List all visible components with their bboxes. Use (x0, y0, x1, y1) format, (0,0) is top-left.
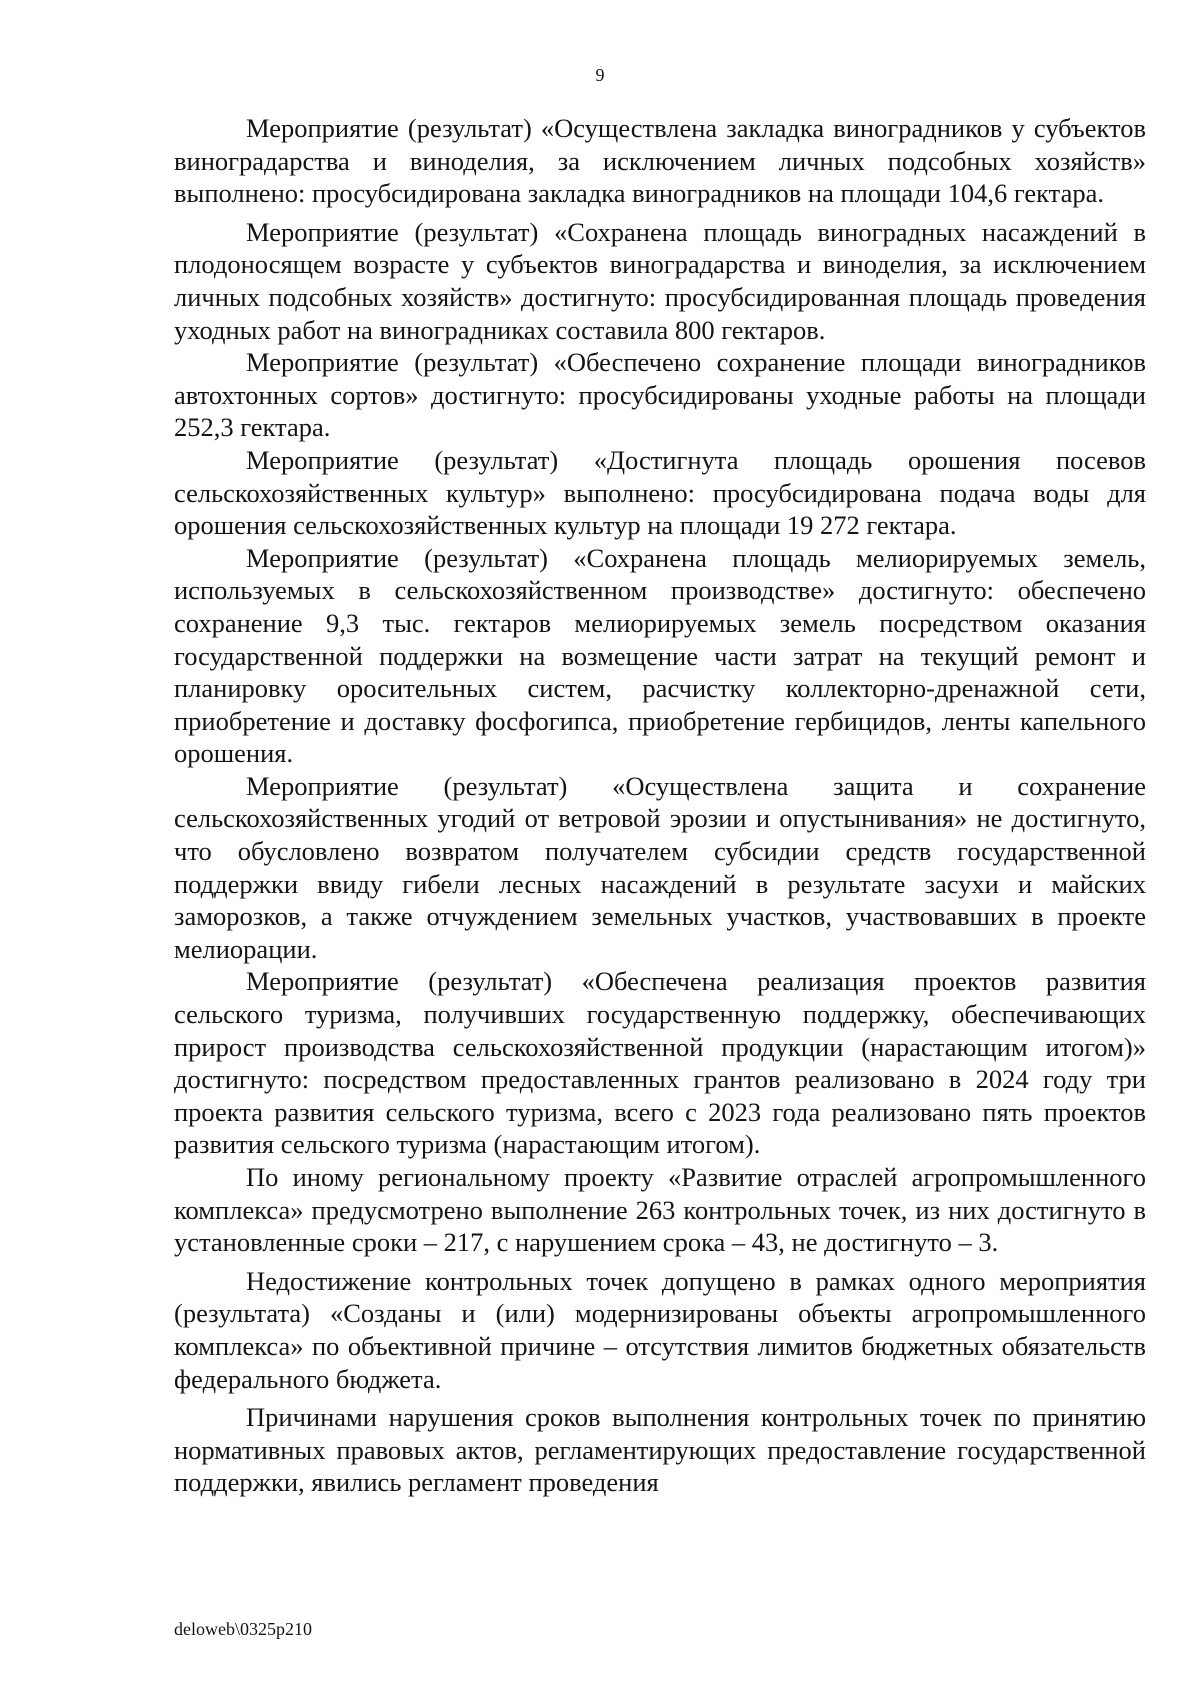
paragraph-irrigation-area: Мероприятие (результат) «Достигнута площадь орошения посевов сельскохозяйственных культур» выполнено: просубсидирована подача воды для орошения сельскохозяйственных культур на площади 19 272 гектара. (174, 444, 1146, 541)
paragraph-vineyard-area-preserved: Мероприятие (результат) «Сохранена площадь виноградных насаждений в плодоносящем возрасте у субъектов виноградарства и виноделия, за исключением личных подсобных хозяйств» достигнуто: просубсидированная площадь проведения уходных работ на виноградниках составила 800 гектаров. (174, 216, 1146, 345)
paragraph-erosion-protection: Мероприятие (результат) «Осуществлена защита и сохранение сельскохозяйственных угодий от ветровой эрозии и опустынивания» не достигнуто, что обусловлено возвратом получателем субсидии средств государственной поддержки ввиду гибели лесных насаждений в результате засухи и майских заморозков, а также отчуждением земельных участков, участвовавших в проекте мелиорации. (174, 770, 1146, 964)
paragraph-vineyard-planting: Мероприятие (результат) «Осуществлена закладка виноградников у субъектов виноградарства и виноделия, за исключением личных подсобных хозяйств» выполнено: просубсидирована закладка виноградников на площади 104,6 гектара. (174, 113, 1146, 209)
paragraph-autochthonous-varieties: Мероприятие (результат) «Обеспечено сохранение площади виноградников автохтонных сортов» достигнуто: просубсидированы уходные работы на площади 252,3 гектара. (174, 347, 1146, 443)
footer-document-code: deloweb\0325p210 (174, 1619, 312, 1639)
paragraph-control-points-failure: Недостижение контрольных точек допущено в рамках одного мероприятия (результата) «Созданы и (или) модернизированы объекты агропромышленного комплекса» по объективной причине – отсутствия лимитов бюджетных обязательств федерального бюджета. (174, 1265, 1146, 1394)
paragraph-reclaimed-land: Мероприятие (результат) «Сохранена площадь мелиорируемых земель, используемых в сельскохозяйственном производстве» достигнуто: обеспечено сохранение 9,3 тыс. гектаров мелиорируемых земель посредством оказания государственной поддержки на возмещение части затрат на текущий ремонт и планировку оросительных систем, расчистку коллекторно-дренажной сети, приобретение и доставку фосфогипса, приобретение гербицидов, ленты капельного орошения. (174, 542, 1146, 769)
paragraph-control-points: По иному региональному проекту «Развитие отраслей агропромышленного комплекса» предусмотрено выполнение 263 контрольных точек, из них достигнуто в установленные сроки – 217, с нарушением срока – 43, не достигнуто – 3. (174, 1162, 1146, 1258)
paragraph-rural-tourism: Мероприятие (результат) «Обеспечена реализация проектов развития сельского туризма, получивших государственную поддержку, обеспечивающих прирост производства сельскохозяйственной продукции (нарастающим итогом)» достигнуто: посредством предоставленных грантов реализовано в 2024 году три проекта развития сельского туризма, всего с 2023 года реализовано пять проектов развития сельского туризма (нарастающим итогом). (174, 966, 1146, 1160)
page-number: 9 (595, 65, 605, 85)
paragraph-delay-reasons: Причинами нарушения сроков выполнения контрольных точек по принятию нормативных правовых актов, регламентирующих предоставление государственной поддержки, явились регламент проведения (174, 1402, 1146, 1498)
document-body (174, 112, 1146, 1499)
